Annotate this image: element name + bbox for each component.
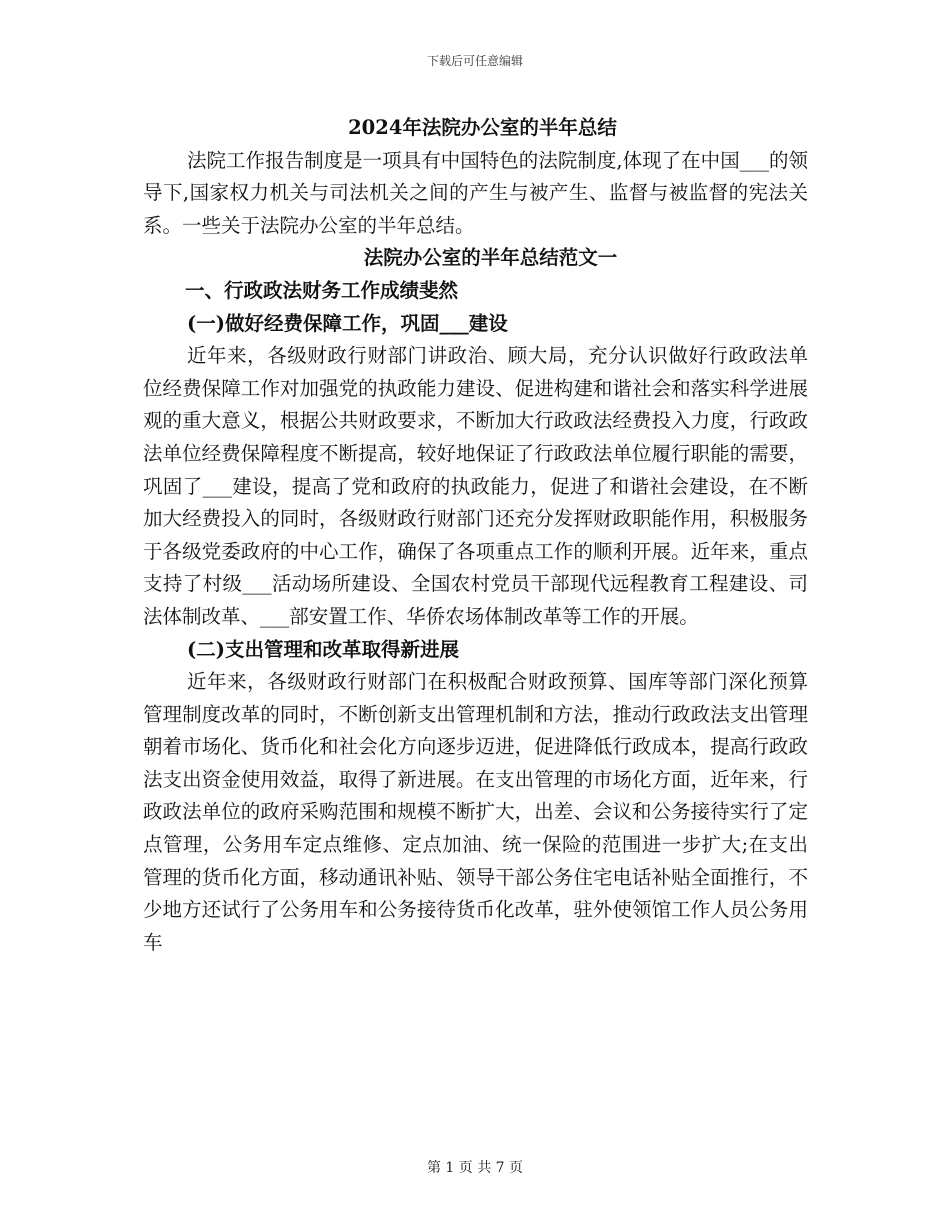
intro-paragraph: 法院工作报告制度是一项具有中国特色的法院制度,体现了在中国___的领导下,国家权力机关与司法机关之间的产生与被产生、监督与被监督的宪法关系。一些关于法院办公室的半年总结。 — [143, 148, 808, 237]
paragraph-2: 近年来，各级财政行财部门在积极配合财政预算、国库等部门深化预算管理制度改革的同时，不断创新支出管理机制和方法，推动行政政法支出管理朝着市场化、货币化和社会化方向逐步迈进，促进降低行政成本，提高行政政法支出资金使用效益，取得了新进展。在支出管理的市场化方面，近年来，行政政法单位的政府采购范围和规模不断扩大，出差、会议和公务接待实行了定点管理，公务用车定点维修、定点加油、统一保险的范围进一步扩大;在支出管理的货币化方面，移动通讯补贴、领导干部公务住宅电话补贴全面推行，不少地方还试行了公务用车和公务接待货币化改革，驻外使领馆工作人员公务用车 — [143, 670, 808, 954]
section-title: 法院办公室的半年总结范文一 — [363, 246, 618, 270]
page-footer: 第 1 页 共 7 页 — [426, 1160, 524, 1176]
document-body — [143, 112, 808, 959]
subheading-2: (二)支出管理和改革取得新进展 — [187, 637, 459, 661]
subheading-1: (一)做好经费保障工作，巩固___建设 — [187, 311, 508, 335]
paragraph-1: 近年来，各级财政行财部门讲政治、顾大局，充分认识做好行政政法单位经费保障工作对加强党的执政能力建设、促进构建和谐社会和落实科学进展观的重大意义，根据公共财政要求，不断加大行政政法经费投入力度，行政政法单位经费保障程度不断提高，较好地保证了行政政法单位履行职能的需要，巩固了___建设，提高了党和政府的执政能力，促进了和谐社会建设，在不断加大经费投入的同时，各级财政行财部门还充分发挥财政职能作用，积极服务于各级党委政府的中心工作，确保了各项重点工作的顺利开展。近年来，重点支持了村级___活动场所建设、全国农村党员干部现代远程教育工程建设、司法体制改革、___部安置工作、华侨农场体制改革等工作的开展。 — [143, 344, 808, 628]
document-title: 2024年法院办公室的半年总结 — [348, 116, 617, 139]
page-header: 下载后可任意编辑 — [426, 54, 523, 68]
heading-1: 一、行政政法财务工作成绩斐然 — [185, 278, 459, 302]
